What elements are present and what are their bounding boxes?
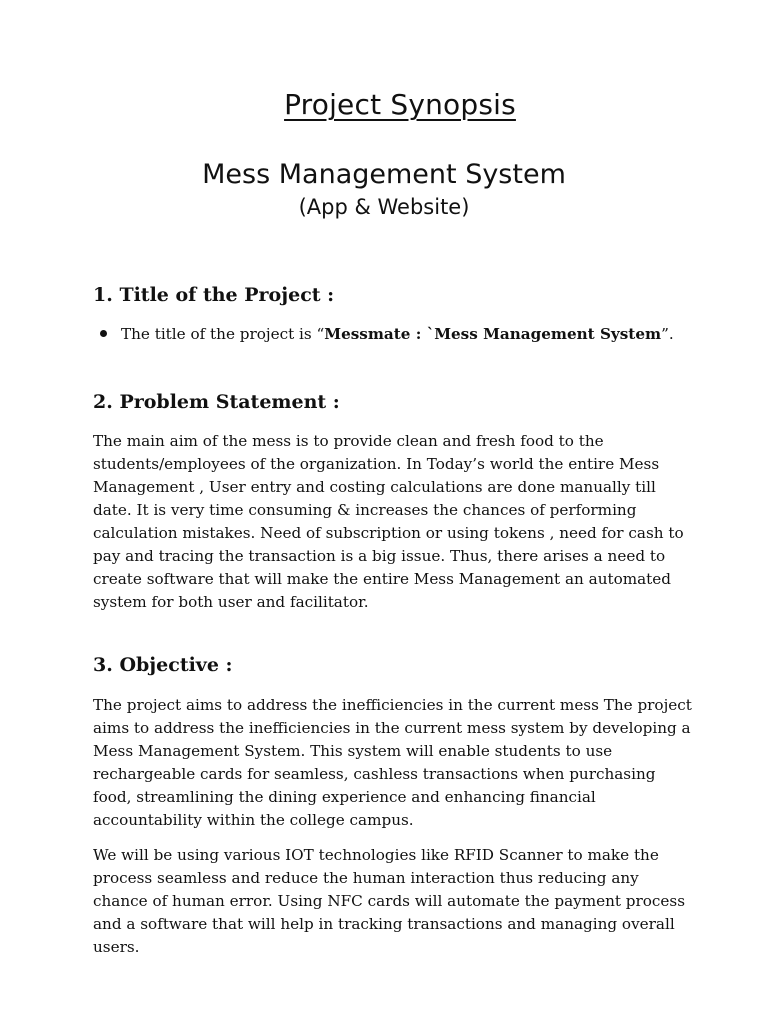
bullet-list-item xyxy=(100,323,674,346)
objective-paragraph-2: We will be using various IOT technologies like RFID Scanner to make the process seamless and reduce the human interaction thus reducing any chance of human error. Using NFC cards will automate the payment process and a software that will help in tracking transactions and managing overall users. xyxy=(93,846,686,956)
section-heading-problem: 2. Problem Statement : xyxy=(93,391,340,413)
bullet-prefix-text: The title of the project is “ xyxy=(121,325,325,343)
bullet-project-name: Messmate : `Mess Management System xyxy=(324,325,662,343)
section-heading-title: 1. Title of the Project : xyxy=(93,284,335,306)
objective-paragraph-1: The project aims to address the inefficiencies in the current mess The project aims to address the inefficiencies in the current mess system by developing a Mess Management System. This system will enable students to use rechargeable cards for seamless, cashless transactions when purchasing food, streamlining the dining experience and enhancing financial accountability within the college campus. xyxy=(93,696,692,829)
document-subtitle: Mess Management System xyxy=(202,159,566,190)
document-title: Project Synopsis xyxy=(284,88,516,121)
problem-statement-paragraph: The main aim of the mess is to provide clean and fresh food to the students/employees of the organization. In Today’s world the entire Mess Management , User entry and costing calculations are done manually till date. It is very time consuming & increases the chances of performing calculation mistakes. Need of subscription or using tokens , need for cash to pay and tracing the transaction is a big issue. Thus, there arises a need to create software that will make the entire Mess Management an automated system for both user and facilitator. xyxy=(93,432,684,611)
document-subtitle-note: (App & Website) xyxy=(298,195,470,219)
bullet-suffix-text: ”. xyxy=(661,325,674,343)
section-heading-objective: 3. Objective : xyxy=(93,654,233,676)
bullet-icon xyxy=(100,330,107,337)
